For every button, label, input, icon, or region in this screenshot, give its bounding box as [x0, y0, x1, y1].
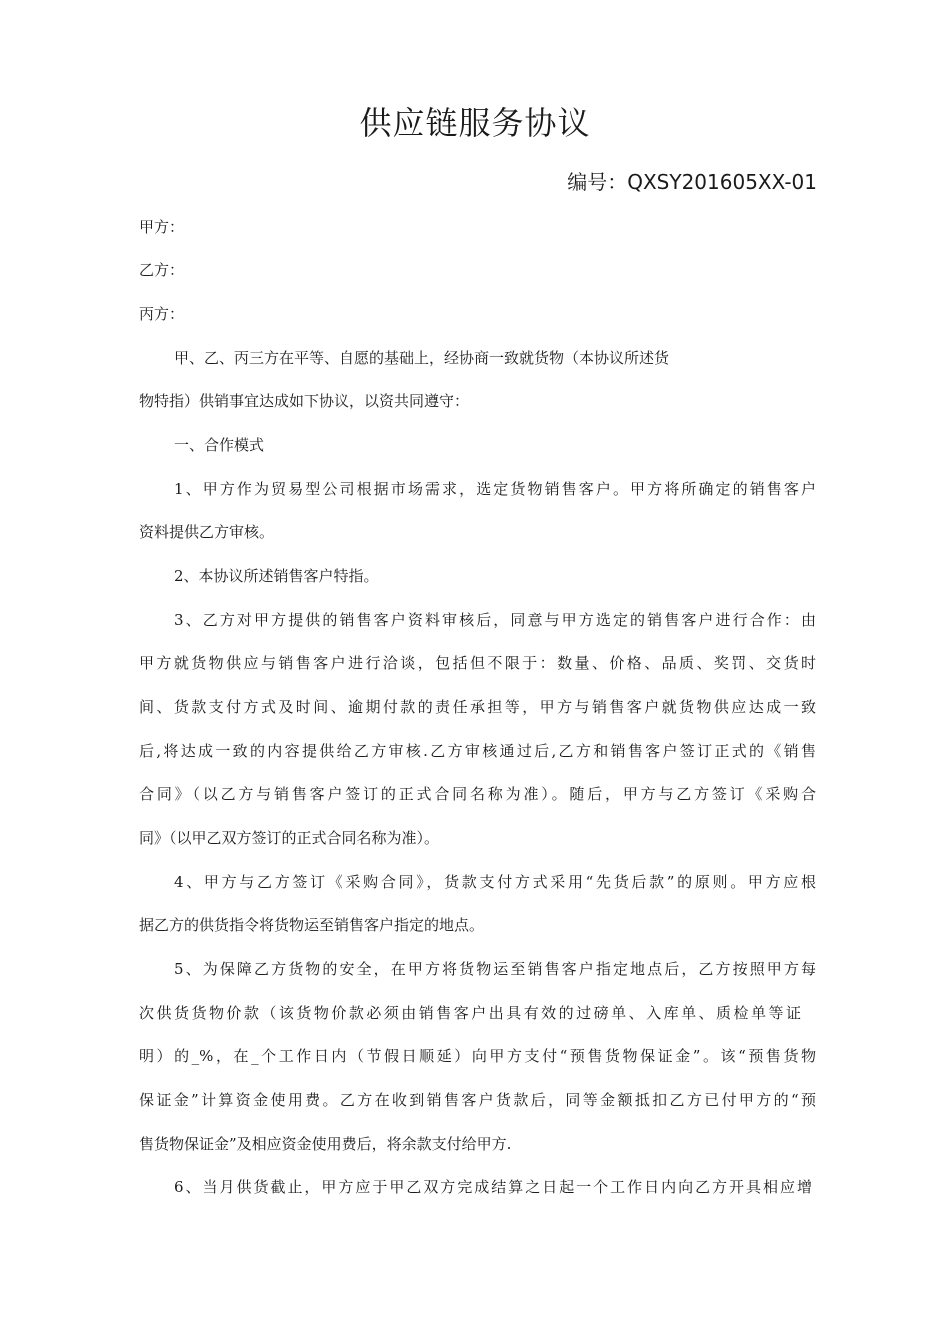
clause-3-line: 同》（以甲乙双方签订的正式合同名称为准）。: [139, 829, 440, 847]
clause-1-line: 1、甲方作为贸易型公司根据市场需求，选定货物销售客户。甲方将所确定的销售客户: [174, 480, 816, 498]
clause-3-line: 3、乙方对甲方提供的销售客户资料审核后，同意与甲方选定的销售客户进行合作：由: [174, 611, 816, 629]
preamble-line: 甲、乙、丙三方在平等、自愿的基础上，经协商一致就货物（本协议所述货: [174, 349, 670, 367]
party-b-line: 乙方：: [139, 261, 185, 279]
party-a-line: 甲方：: [139, 218, 185, 236]
clause-3-line: 合同》（以乙方与销售客户签订的正式合同名称为准）。随后，甲方与乙方签订《采购合: [139, 785, 816, 803]
clause-5-line: 售货物保证金”及相应资金使用费后，将余款支付给甲方.: [139, 1135, 512, 1153]
preamble-line: 物特指）供销事宜达成如下协议，以资共同遵守：: [139, 392, 470, 410]
clause-5-line: 5、为保障乙方货物的安全，在甲方将货物运至销售客户指定地点后，乙方按照甲方每: [174, 960, 816, 978]
clause-1-line: 资料提供乙方审核。: [139, 523, 275, 541]
document-number: [567, 164, 817, 200]
clause-5-line: 次供货货物价款（该货物价款必须由销售客户出具有效的过磅单、入库单、质检单等证: [139, 1004, 801, 1022]
document-number-label: 编号：: [567, 170, 628, 194]
clause-4-line: 4、甲方与乙方签订《采购合同》，货款支付方式采用“先货后款”的原则。甲方应根: [174, 873, 816, 891]
clause-5-line: 明）的_%，在_个工作日内（节假日顺延）向甲方支付“预售货物保证金”。该“预售货物: [139, 1047, 816, 1065]
clause-3-line: 后,将达成一致的内容提供给乙方审核.乙方审核通过后,乙方和销售客户签订正式的《销售: [139, 742, 816, 760]
clause-3-line: 甲方就货物供应与销售客户进行洽谈，包括但不限于：数量、价格、品质、奖罚、交货时: [139, 654, 816, 672]
clause-4-line: 据乙方的供货指令将货物运至销售客户指定的地点。: [139, 916, 485, 934]
clause-5-line: 保证金”计算资金使用费。乙方在收到销售客户货款后，同等金额抵扣乙方已付甲方的“预: [139, 1091, 816, 1109]
clause-6-line: 6、当月供货截止，甲方应于甲乙双方完成结算之日起一个工作日内向乙方开具相应增: [174, 1178, 812, 1196]
clause-3-line: 间、货款支付方式及时间、逾期付款的责任承担等，甲方与销售客户就货物供应达成一致: [139, 698, 816, 716]
party-c-line: 丙方：: [139, 305, 185, 323]
section-heading: 一、合作模式: [174, 436, 265, 454]
clause-2-line: 2、本协议所述销售客户特指。: [174, 567, 379, 585]
document-title: 供应链服务协议: [359, 104, 591, 142]
document-number-value: QXSY201605XX-01: [627, 170, 817, 194]
